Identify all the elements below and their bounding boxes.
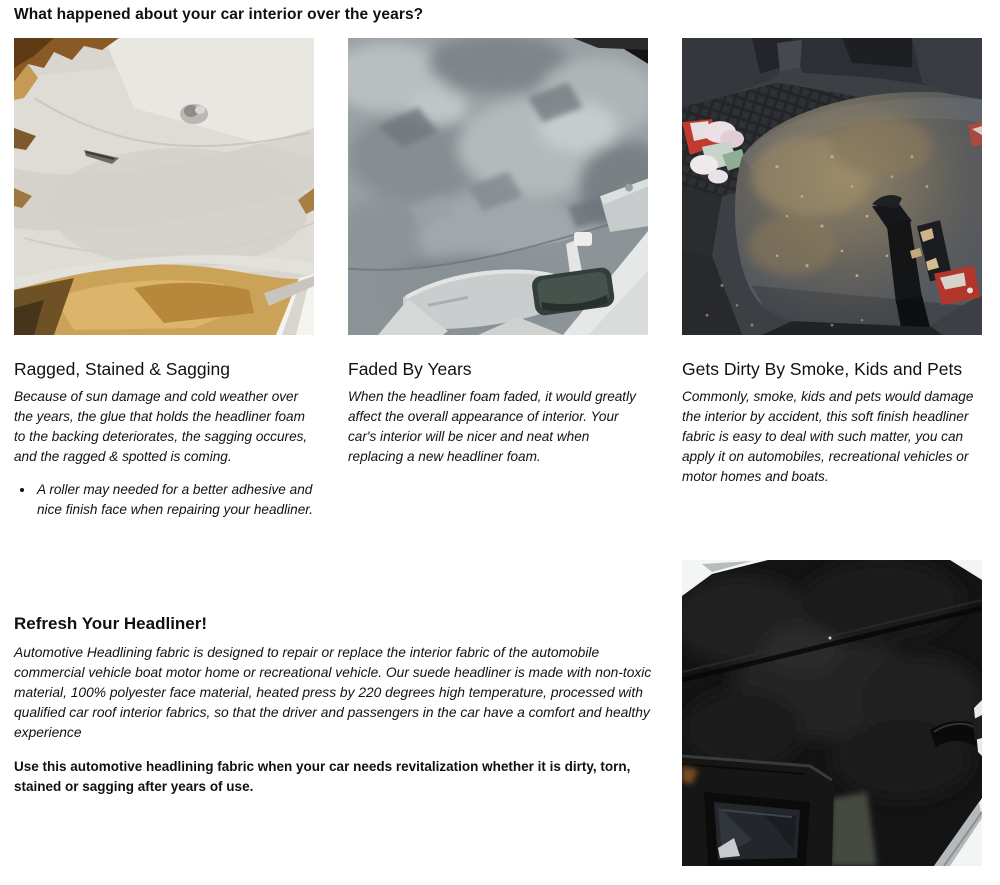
three-column-row [0, 24, 1000, 520]
column-bullet-list [14, 480, 314, 520]
ragged-headliner-illustration [14, 38, 314, 335]
black-suede-illustration [682, 560, 982, 866]
refresh-body: Automotive Headlining fabric is designed to repair or replace the interior fabric of the automobile commercial vehicle boat motor home or recreational vehicle. Our suede headliner is made with non-toxic material, 100% polyester face material, heated press by 220 degrees high temperature, processed with qualified car roof interior fabrics, so that the driver and passengers in the car have a comfort and healthy experience [14, 645, 652, 740]
column-body: Commonly, smoke, kids and pets would damage the interior by accident, this soft finish headliner fabric is easy to deal with such matter, you can apply it on automobiles, recreational vehicles or motor homes and boats. [682, 389, 974, 484]
column-body: When the headliner foam faded, it would greatly affect the overall appearance of interior. Your car's interior will be nicer and neat when replacing a new headliner foam. [348, 389, 636, 464]
column-dirty [682, 38, 982, 520]
column-heading: Ragged, Stained & Sagging [14, 359, 230, 379]
ragged-sagging-headliner-photo [14, 38, 314, 335]
column-body: Because of sun damage and cold weather over the years, the glue that holds the headliner foam to the backing deteriorates, the sagging occures, and the ragged & spotted is coming. [14, 389, 308, 464]
page-title: What happened about your car interior over the years? [14, 6, 424, 23]
refresh-emphasis: Use this automotive headlining fabric when your car needs revitalization whether it is dirty, torn, stained or sagging after years of use. [14, 759, 631, 794]
dirty-seat-photo [682, 38, 982, 335]
bullet-item: • A roller may needed for a better adhesive and nice finish face when repairing your headliner. [35, 480, 314, 520]
column-faded [348, 38, 648, 520]
refresh-section-row [0, 560, 1000, 866]
refresh-text-block [14, 560, 666, 866]
refresh-heading: Refresh Your Headliner! [14, 614, 208, 633]
dirty-seat-illustration [682, 38, 982, 335]
column-ragged [14, 38, 314, 520]
black-suede-headliner-photo [682, 560, 982, 866]
column-heading: Faded By Years [348, 359, 472, 379]
faded-headliner-photo [348, 38, 648, 335]
faded-headliner-illustration [348, 38, 648, 335]
column-heading: Gets Dirty By Smoke, Kids and Pets [682, 359, 963, 379]
